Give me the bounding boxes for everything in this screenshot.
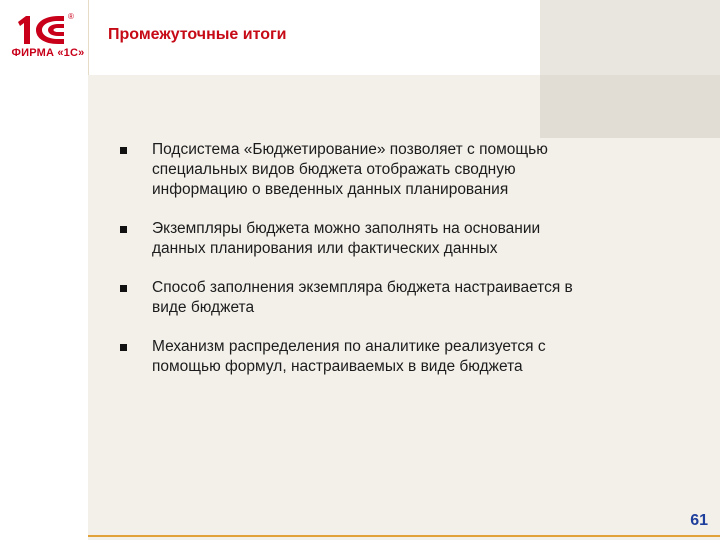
square-bullet-icon [120, 226, 127, 233]
bullet-item [120, 278, 590, 318]
slide-title: Промежуточные итоги [108, 26, 287, 43]
page-number: 61 [690, 512, 708, 529]
header-divider [88, 0, 89, 75]
company-logo [8, 8, 88, 68]
bullet-text: Подсистема «Бюджетирование» позволяет с помощью специальных видов бюджета отображать сводную информацию о введенных данных планирования [152, 141, 548, 198]
square-bullet-icon [120, 344, 127, 351]
footer-accent-line [88, 535, 720, 537]
square-bullet-icon [120, 147, 127, 154]
bullet-list [120, 140, 590, 396]
decorative-panel-inner [540, 75, 720, 138]
bullet-text: Механизм распределения по аналитике реализуется с помощью формул, настраиваемых в виде бюджета [152, 338, 546, 375]
registered-mark: ® [68, 12, 74, 21]
bullet-item [120, 140, 590, 200]
bullet-text: Способ заполнения экземпляра бюджета настраивается в виде бюджета [152, 279, 573, 316]
bullet-text: Экземпляры бюджета можно заполнять на основании данных планирования или фактических данных [152, 220, 541, 257]
bullet-item [120, 219, 590, 259]
logo-1c-icon [8, 8, 88, 48]
bullet-item [120, 337, 590, 377]
square-bullet-icon [120, 285, 127, 292]
logo-caption: ФИРМА «1С» [11, 47, 85, 59]
